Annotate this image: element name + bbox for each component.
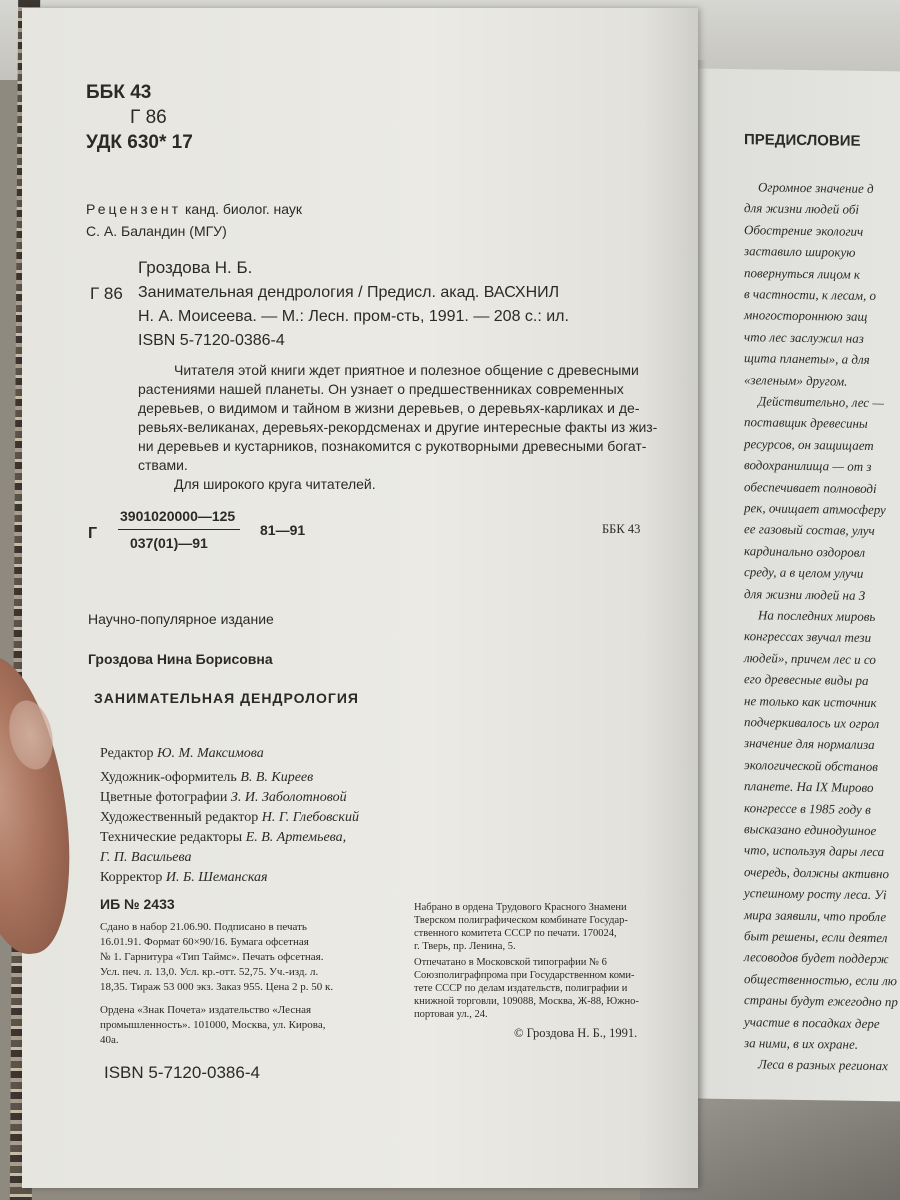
code-numerator: 3901020000—125 (120, 508, 236, 524)
preface-line: очередь, должны активно (744, 863, 889, 881)
audience-line: Для широкого круга читателей. (174, 476, 376, 492)
preface-line: щита планеты», а для (744, 350, 870, 368)
abstract-line-3: деревьев, о видимом и тайном в жизни деревьев, о деревьях-карликах и де- (138, 400, 640, 416)
preface-line: конгрессе в 1985 году в (744, 799, 871, 817)
printed-line: книжной торговли, 109088, Москва, Ж-88, Южно- (414, 996, 639, 1007)
preface-line: экологической обстанов (744, 756, 878, 774)
printed-line: Отпечатано в Московской типографии № 6 (414, 957, 607, 968)
preface-line: Леса в разных регионах (758, 1056, 888, 1074)
publisher-details (100, 1003, 325, 1048)
abstract-line-2: растениями нашей планеты. Он узнает о предшественниках современных (138, 381, 624, 397)
credit-role: Редактор (100, 746, 154, 761)
ib-number: ИБ № 2433 (100, 896, 175, 912)
abstract-line-1: Читателя этой книги ждет приятное и полезное общение с древесными (174, 362, 639, 378)
isbn-bottom: ISBN 5-7120-0386-4 (104, 1063, 260, 1082)
preface-line: рек, очищает атмосферу (744, 500, 886, 518)
code-suffix: 81—91 (260, 522, 306, 538)
print-details (100, 920, 333, 995)
preface-line: среду, а в целом улучи (744, 564, 864, 582)
preface-line: планете. На IX Мирово (744, 778, 874, 796)
credit-row (100, 770, 313, 786)
preface-line: подчеркивалось их огрол (744, 714, 880, 732)
reviewer-name: С. А. Баландин (МГУ) (86, 223, 227, 239)
preface-line: ее газовый состав, улуч (744, 521, 875, 539)
author-mark: Г 86 (130, 107, 167, 128)
abstract-line-4: ревьях-великанах, деревьях-рекордсменах и другие интересные факты из жиз- (138, 419, 658, 435)
right-page (688, 68, 900, 1101)
preface-line: быт решены, если деятел (744, 928, 888, 946)
preface-line: Обострение экологич (744, 221, 864, 239)
preface-line: Действительно, лес — (758, 393, 884, 411)
preface-line: успешному росту леса. Уі (744, 885, 887, 903)
abstract-line-6: ствами. (138, 457, 188, 473)
bbk-code: ББК 43 (86, 82, 152, 103)
preface-line: для жизни людей обі (744, 200, 859, 218)
udk-code: УДК 630* 17 (86, 132, 193, 153)
credit-name: З. И. Заболотновой (230, 790, 347, 805)
preface-line: заставило широкую (744, 243, 856, 260)
reviewer-degree: канд. биолог. наук (184, 201, 302, 217)
catalog-mark: Г 86 (90, 284, 123, 303)
preface-line: «зеленым» другом. (744, 371, 848, 389)
code-fraction-line (118, 529, 240, 530)
credit-name: В. В. Киреев (240, 770, 314, 785)
preface-line: высказано единодушное (744, 821, 877, 839)
credit-row (100, 790, 347, 806)
preface-line: для жизни людей на З (744, 585, 866, 603)
print-line: Сдано в набор 21.06.90. Подписано в печать (100, 921, 307, 933)
preface-heading: ПРЕДИСЛОВИЕ (744, 131, 861, 150)
typeset-line: ственного комитета СССР по печати. 170024, (414, 928, 617, 939)
reviewer-label: Рецензент (86, 201, 182, 217)
printed-line: тете СССР по делам издательств, полиграфии и (414, 983, 628, 994)
credit-role: Художественный редактор (100, 810, 259, 825)
preface-line: что лес заслужил наз (744, 328, 864, 346)
preface-line: значение для нормализа (744, 735, 875, 753)
credit-name: Г. П. Васильева (100, 850, 192, 865)
printed-line: портовая ул., 24. (414, 1009, 488, 1020)
preface-line: в частности, к лесам, о (744, 286, 877, 304)
typeset-line: Тверском полиграфическом комбинате Государ- (414, 915, 628, 926)
catalog-author: Гроздова Н. Б. (138, 258, 253, 277)
credit-row (100, 746, 264, 762)
preface-line: поставщик древесины (744, 414, 868, 432)
preface-line: его древесные виды ра (744, 671, 869, 689)
preface-line: общественностью, если лю (744, 970, 897, 989)
preface-line: лесоводов будет поддерж (744, 949, 889, 967)
preface-line: обеспечивает полноводі (744, 478, 877, 496)
credit-name: Ю. М. Максимова (157, 746, 264, 761)
credit-row (100, 810, 359, 826)
publisher-line: 40а. (100, 1034, 119, 1046)
preface-line: водохранилища — от з (744, 457, 872, 475)
preface-line: за нимu, в их охране. (744, 1035, 858, 1052)
credit-row (100, 830, 346, 846)
preface-line: ресурсов, он защищает (744, 435, 874, 453)
preface-line: участие в посадках дере (744, 1013, 880, 1031)
preface-line: не только как источник (744, 692, 877, 710)
abstract-line-5: ни деревьев и кустарников, познакомится с рукотворными древесными богат- (138, 438, 647, 454)
print-line: 18,35. Тираж 53 000 экз. Заказ 955. Цена 2 р. 50 к. (100, 981, 334, 993)
preface-line: Огромное значение д (758, 179, 874, 196)
preface-line: повернуться лицом к (744, 264, 860, 282)
credit-role: Цветные фотографии (100, 790, 228, 805)
catalog-isbn: ISBN 5-7120-0386-4 (138, 332, 285, 349)
typeset-line: г. Тверь, пр. Ленина, 5. (414, 941, 516, 952)
preface-line: На последних мировь (758, 607, 876, 625)
printing-house-details (414, 956, 639, 1021)
edition-type: Научно-популярное издание (88, 611, 274, 627)
credit-role: Технические редакторы (100, 830, 243, 845)
print-line: № 1. Гарнитура «Тип Таймс». Печать офсетная. (100, 951, 324, 963)
credit-role: Художник-оформитель (100, 770, 237, 785)
credit-row (100, 850, 191, 866)
code-denominator: 037(01)—91 (130, 535, 208, 551)
credit-role: Корректор (100, 870, 163, 885)
catalog-line-1: Занимательная дендрология / Предисл. акад. ВАСХНИЛ (138, 284, 560, 301)
typeset-line: Набрано в ордена Трудового Красного Знамени (414, 902, 627, 913)
publisher-line: промышленность». 101000, Москва, ул. Кирова, (100, 1019, 326, 1031)
print-line: Усл. печ. л. 13,0. Усл. кр.-отт. 52,75. Уч.-изд. л. (100, 966, 319, 978)
preface-line: страны будут ежегодно пр (744, 992, 898, 1010)
printed-line: Союзполиграфпрома при Государственном коми- (414, 970, 635, 981)
credit-name: Е. В. Артемьева, (245, 830, 347, 845)
catalog-line-2: Н. А. Моисеева. — М.: Лесн. пром-сть, 1991. — 208 с.: ил. (138, 308, 569, 325)
copyright-notice: © Гроздова Н. Б., 1991. (514, 1026, 638, 1040)
preface-line: многостороннюю защ (744, 307, 868, 325)
preface-line: мира заявили, что пробле (744, 906, 887, 924)
preface-line: что, используя дары леса (744, 842, 885, 860)
code-letter: Г (88, 525, 98, 542)
credit-name: Н. Г. Глебовский (261, 810, 359, 825)
edition-author: Гроздова Нина Борисовна (88, 651, 273, 667)
typeset-details (414, 901, 628, 953)
credit-name: И. Б. Шеманская (165, 870, 268, 885)
print-line: 16.01.91. Формат 60×90/16. Бумага офсетная (100, 936, 309, 948)
reviewer-line (86, 201, 302, 217)
credit-row (100, 870, 268, 886)
preface-line: конгрессах звучал тези (744, 628, 872, 646)
publisher-line: Ордена «Знак Почета» издательство «Лесная (100, 1004, 312, 1016)
edition-title: ЗАНИМАТЕЛЬНАЯ ДЕНДРОЛОГИЯ (94, 690, 359, 706)
preface-line: кардинально оздоровл (744, 542, 866, 560)
preface-line: людей», причем лес и со (744, 649, 876, 667)
code-bbk: ББК 43 (602, 522, 641, 536)
left-page (22, 8, 698, 1188)
